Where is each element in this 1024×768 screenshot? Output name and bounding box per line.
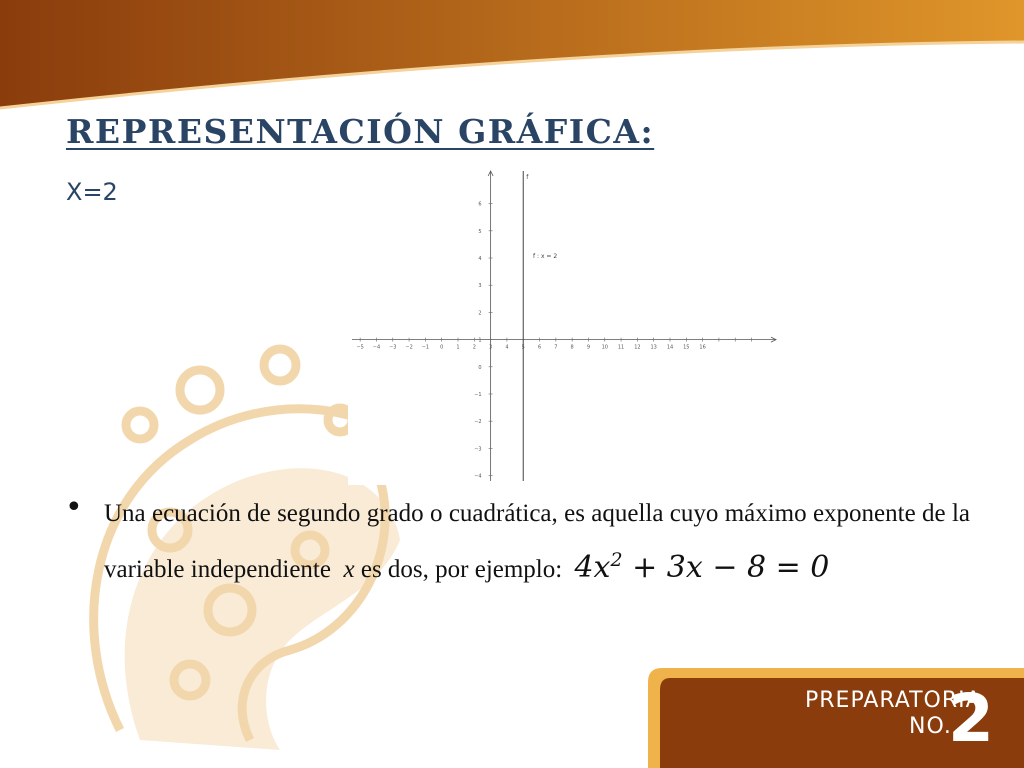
series-label-f: f [526,174,529,181]
x-tick-label: 3 [489,344,493,351]
y-tick-label: 1 [478,337,482,344]
x-tick-label: 1 [456,344,460,351]
x-tick-label: 13 [650,344,657,351]
bullet-text-before: Una ecuación de segundo grado o cuadrática, es aquella cuyo máximo exponente de la variable independiente [104,500,970,583]
x-tick-label: 4 [505,344,509,351]
logo-line1: PREPARATORIA [805,688,982,713]
bullet-item [60,490,970,593]
y-tick-label: 3 [478,283,482,290]
chart-annotation: f : x = 2 [533,253,558,261]
x-tick-label: −2 [405,344,413,351]
x-tick-label: 5 [521,344,525,351]
bullet-text [104,490,970,593]
y-tick-label: 4 [478,256,482,263]
equation-prefix: 4x [574,550,611,585]
x-tick-label: 16 [699,344,706,351]
y-tick-label: −4 [474,473,482,480]
bullet-text-after: es dos, por ejemplo: [360,556,563,583]
logo-number: 2 [948,680,994,757]
chart-container [348,167,780,485]
variable-x: x [343,556,355,583]
equation [574,550,829,585]
equation-exponent: 2 [610,549,623,571]
logo-line2: NO. [909,714,952,740]
x-tick-label: 2 [472,344,476,351]
slide-title: REPRESENTACIÓN GRÁFICA: [66,112,655,151]
x-tick-label: −1 [421,344,430,351]
x-tick-label: 8 [570,344,574,351]
x-tick-label: −4 [372,344,381,351]
x-tick-label: −5 [356,344,364,351]
x-tick-label: 12 [634,344,641,351]
x-tick-label: 14 [666,344,674,351]
line-chart [348,167,780,485]
y-tick-label: 6 [478,201,482,208]
y-tick-label: 0 [478,364,482,371]
slide-subtitle: X=2 [66,178,118,206]
x-tick-label: 0 [440,344,444,351]
y-tick-label: 2 [478,310,482,317]
x-tick-label: 6 [537,344,542,351]
y-tick-label: −2 [474,419,482,426]
bullet-icon: • [65,490,83,525]
header-band [0,0,1024,115]
x-tick-label: 9 [586,344,591,351]
x-tick-label: 7 [554,344,558,351]
equation-suffix: + 3x − 8 = 0 [622,550,830,585]
y-tick-label: −1 [474,391,482,398]
x-tick-label: 10 [601,344,608,351]
x-tick-label: −3 [389,344,397,351]
y-tick-label: 5 [478,228,482,235]
x-tick-label: 11 [617,344,625,351]
x-tick-label: 15 [683,344,690,351]
y-tick-label: −3 [474,446,482,453]
